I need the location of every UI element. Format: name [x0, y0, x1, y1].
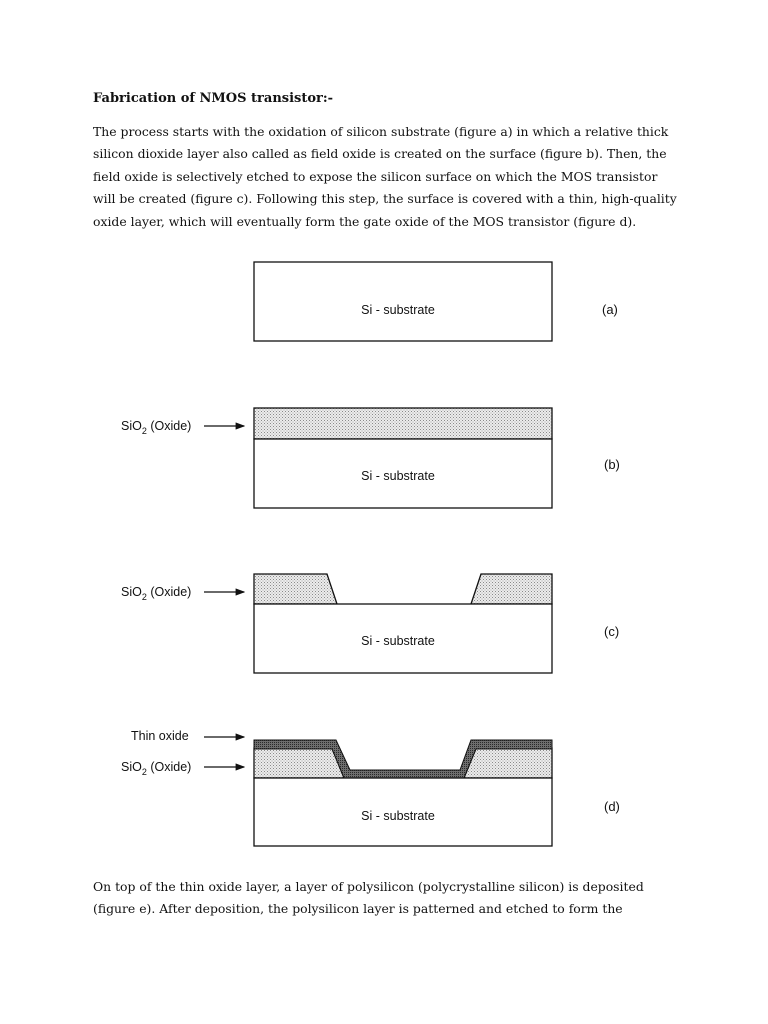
oxide-label: SiO$_2$ (Oxide)	[121, 760, 192, 777]
field-oxide-left	[254, 748, 344, 778]
figure-tag-c: (c)	[604, 624, 620, 639]
paragraph-line: oxide layer, which will eventually form the gate oxide of the MOS transistor (figure d).	[93, 213, 637, 229]
figure-tag-a: (a)	[602, 302, 618, 317]
oxide-layer	[254, 408, 552, 439]
figure-d	[121, 729, 620, 846]
thin-oxide-label: Thin oxide	[131, 729, 189, 743]
oxide-label: SiO$_2$ (Oxide)	[121, 419, 192, 436]
field-oxide-left	[254, 574, 337, 604]
section-heading: Fabrication of NMOS transistor:-	[93, 91, 334, 106]
paragraph-line: On top of the thin oxide layer, a layer of polysilicon (polycrystalline silicon) is deposited	[93, 879, 644, 894]
figure-tag-d: (d)	[604, 799, 620, 814]
oxide-label: SiO$_2$ (Oxide)	[121, 585, 192, 602]
substrate-label: Si - substrate	[361, 634, 435, 648]
paragraph-line: The process starts with the oxidation of silicon substrate (figure a) in which a relative thick	[93, 124, 669, 139]
substrate-label: Si - substrate	[361, 469, 435, 483]
paragraph-line: silicon dioxide layer also called as field oxide is created on the surface (figure b). Then, the	[93, 146, 667, 162]
paragraph-line: field oxide is selectively etched to expose the silicon surface on which the MOS transistor	[93, 168, 658, 184]
figure-a	[254, 262, 618, 341]
polysilicon-paragraph	[93, 876, 683, 921]
substrate-label: Si - substrate	[361, 809, 435, 823]
figure-b	[121, 408, 620, 508]
figure-c	[121, 574, 619, 673]
paragraph-line: (figure e). After deposition, the polysilicon layer is patterned and etched to form the	[93, 901, 623, 917]
field-oxide-right	[471, 574, 552, 604]
substrate-label: Si - substrate	[361, 303, 435, 317]
field-oxide-right	[464, 748, 552, 778]
figure-tag-b: (b)	[604, 457, 620, 472]
paragraph-line: will be created (figure c). Following this step, the surface is covered with a thin, high-quality	[93, 191, 677, 207]
substrate-rect	[254, 262, 552, 341]
